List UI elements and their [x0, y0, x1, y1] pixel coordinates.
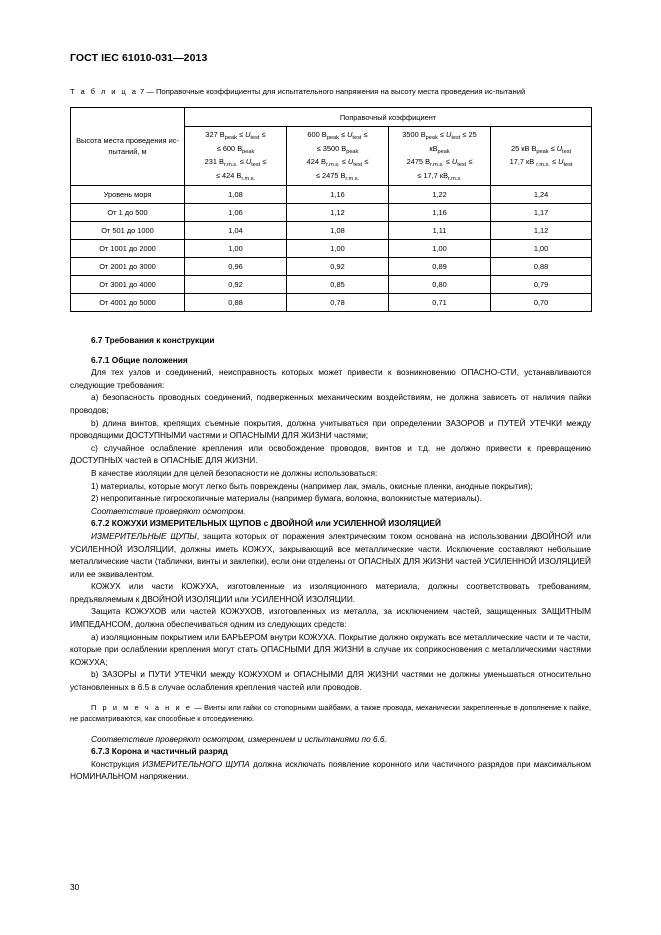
paragraph-6-7-1-b: b) длина винтов, крепящих съемные покрытия, должна учитываться при определении ЗАЗОРОВ и ПУТЕЙ УТЕЧКИ между проводящими ДОСТУПНЫМИ частями и ОПАСНЫМИ ДЛЯ ЖИЗНИ частями;	[70, 417, 591, 441]
table-row	[71, 186, 592, 204]
row-value: 1,11	[389, 222, 491, 240]
table-caption-number: 7	[139, 87, 145, 96]
row-value: 0,96	[185, 258, 287, 276]
condition-header-cell-1	[185, 127, 287, 186]
row-value: 0,88	[185, 294, 287, 312]
row-value: 1,00	[491, 240, 592, 258]
cond3-l3: 2475 В	[406, 157, 431, 166]
row-value: 1,24	[491, 186, 592, 204]
table-row	[71, 294, 592, 312]
condition-header-cell-4	[491, 127, 592, 186]
cond2-l3: 424 В	[306, 157, 326, 166]
row-value: 0,92	[287, 258, 389, 276]
cond3-t3: ≤	[466, 157, 473, 166]
cond2-sv3: test	[353, 162, 363, 168]
cond2-s3: r.m.s.	[325, 162, 340, 168]
cond3-l4: ≤ 17,7 кВ	[417, 170, 449, 180]
cond1-s3: r.m.s.	[223, 162, 238, 168]
conformity-note-6-7-2: Соответствие проверяют осмотром, измерением и испытаниями по 6.6.	[91, 733, 387, 744]
row-value: 1,16	[389, 204, 491, 222]
cond3-m3: ≤	[443, 157, 452, 166]
row-value: 0,80	[389, 276, 491, 294]
section-title-6-7-2: 6.7.2 КОЖУХИ ИЗМЕРИТЕЛЬНЫХ ЩУПОВ с ДВОЙНОЙ или УСИЛЕННОЙ ИЗОЛЯЦИЕЙ	[91, 518, 441, 529]
paragraph-6-7-3-p1-a: Конструкция	[91, 758, 143, 769]
cond1-m3: ≤	[237, 157, 246, 166]
row-value: 0,92	[185, 276, 287, 294]
row-value: 1,12	[287, 204, 389, 222]
note-label: П р и м е ч а н и е	[91, 702, 192, 712]
cond3-s3: r.m.s.	[430, 162, 444, 168]
row-value: 0,71	[389, 294, 491, 312]
group-header-cell: Поправочный коэффициент	[185, 108, 592, 127]
row-label: От 3001 до 4000	[71, 276, 185, 294]
table-caption-prefix: Т а б л и ц а	[70, 87, 138, 96]
cond1-l3: 231 В	[204, 157, 224, 166]
row-value: 0,88	[491, 258, 592, 276]
note-block	[70, 702, 591, 724]
cond2-l2: ≤ 3500 В	[316, 143, 347, 153]
paragraph-6-7-2-p1	[70, 530, 591, 580]
table-group-header-row	[71, 108, 592, 127]
table-row	[71, 240, 592, 258]
row-value: 0,85	[287, 276, 389, 294]
paragraph-6-7-1-insulation: В качестве изоляции для целей безопасности не должны использоваться:	[91, 467, 378, 478]
cond3-l1: 3500 В	[402, 130, 426, 139]
cond4-m1: ≤	[548, 143, 557, 153]
row-value: 1,00	[185, 240, 287, 258]
cond3-s1: peak	[425, 135, 438, 141]
cond2-m3: ≤	[339, 157, 348, 166]
table-caption-text: — Поправочные коэффициенты для испытательного напряжения на высоту места проведения ис-пытаний	[146, 87, 526, 96]
cond3-l2: кВ	[429, 143, 438, 153]
cond3-s4: r.m.s.	[448, 175, 462, 182]
paragraph-6-7-1-item-2: 2) непропитанные гигроскопичные материалы (например бумага, волокна, волокнистые материалы).	[91, 493, 482, 504]
cond1-v1: U	[245, 130, 251, 139]
row-label: От 1 до 500	[71, 204, 185, 222]
cond3-sv1: test	[451, 135, 461, 141]
row-value: 1,00	[389, 240, 491, 258]
note-text: — Винты или гайки со стопорными шайбами, а также провода, механически закрепленные в дополнение к пайке, не рассматриваются, как способные к отсоединению.	[70, 702, 592, 723]
section-title-6-7-1: 6.7.1 Общие положения	[91, 354, 188, 365]
cond1-l2: ≤ 600 В	[216, 143, 243, 153]
cond1-l1: 327 В	[205, 130, 225, 139]
cond3-v1: U	[445, 130, 452, 139]
cond2-l4: ≤ 2475 В	[315, 170, 346, 180]
correction-factor-table	[70, 107, 592, 312]
cond1-s2: peak	[242, 148, 255, 155]
cond4-m3: ≤	[549, 157, 559, 166]
condition-header-cell-3	[389, 127, 491, 186]
page-number: 30	[70, 882, 80, 892]
row-label: От 4001 до 5000	[71, 294, 185, 312]
cond1-t3: ≤	[260, 157, 267, 166]
section-title-6-7-3: 6.7.3 Корона и частичный разряд	[91, 746, 228, 757]
cond1-s4: r.m.s.	[241, 175, 256, 182]
row-value: 0,89	[389, 258, 491, 276]
row-value: 0,78	[287, 294, 389, 312]
cond4-l3: 17,7 кВ	[509, 157, 537, 166]
cond2-v3: U	[347, 157, 354, 166]
row-value: 0,70	[491, 294, 592, 312]
cond1-m1: ≤	[236, 130, 246, 139]
cond1-s1: peak	[224, 135, 237, 141]
cond3-m1: ≤	[437, 130, 446, 139]
paragraph-6-7-1-c: c) случайное ослабление крепления или освобождение проводов, винтов и т.д. не должно привести к превращению ДОСТУПНЫХ частей в ОПАСНЫЕ ДЛЯ ЖИЗНИ.	[70, 442, 591, 466]
paragraph-6-7-2-a: a) изоляционным покрытием или БАРЬЕРОМ внутри КОЖУХА. Покрытие должно окружать все металлические части и те части, которые при ослаблении крепления могут стать ОПАСНЫМИ ДЛЯ ЖИЗНИ в случае их соприкосновения с металлическими частями КОЖУХА;	[70, 631, 591, 667]
page-content	[70, 52, 591, 783]
cond1-sv1: test	[250, 135, 260, 141]
cond3-v3: U	[451, 157, 458, 166]
probes-term: ИЗМЕРИТЕЛЬНЫЕ ЩУПЫ	[91, 530, 197, 541]
row-value: 1,22	[389, 186, 491, 204]
cond2-t3: ≤	[362, 157, 369, 166]
cond4-v3: U	[558, 157, 564, 166]
cond2-m1: ≤	[338, 130, 348, 139]
table-row	[71, 276, 592, 294]
row-value: 1,12	[491, 222, 592, 240]
table-row	[71, 258, 592, 276]
cond3-t1: ≤ 25	[460, 130, 477, 139]
cond2-v1: U	[347, 130, 353, 139]
cond3-sv3: test	[457, 162, 467, 168]
row-label: От 2001 до 3000	[71, 258, 185, 276]
row-value: 1,08	[287, 222, 389, 240]
paragraph-6-7-3-p1	[70, 758, 591, 783]
paragraph-6-7-2-p2: КОЖУХ или части КОЖУХА, изготовленные из изоляционного материала, должны соответствовать требованиям, предъявляемым к ДВОЙНОЙ ИЗОЛЯЦИИ или УСИЛЕННОЙ ИЗОЛЯЦИИ.	[70, 581, 591, 604]
cond3-s2: peak	[437, 148, 450, 155]
cond4-sv3: test	[563, 162, 573, 168]
row-value: 1,08	[185, 186, 287, 204]
paragraph-6-7-3-p1-b: должна исключать появление коронного или частичного разрядов при максимальном НОМИНАЛЬНОМ напряжении.	[70, 758, 591, 782]
paragraph-6-7-2-p1-rest: , защита которых от поражения электрическим током основана на использовании ДВОЙНОЙ или УСИЛЕННОЙ ИЗОЛЯЦИИ, должны иметь КОЖУХ, закрывающий все металлические части. Исключение составляют небольшие металлические части (таблички, винты и заклепки), если они отделены от ОПАСНЫХ ДЛЯ ЖИЗНИ частей УСИЛЕННОЙ ИЗОЛЯЦИЕЙ или ее эквивалентом.	[70, 530, 591, 579]
row-value: 1,04	[185, 222, 287, 240]
row-value: 1,16	[287, 186, 389, 204]
row-value: 1,06	[185, 204, 287, 222]
paragraph-6-7-1-item-1: 1) материалы, которые могут легко быть повреждены (например лак, эмаль, окисные пленки, анодные покрытия);	[91, 480, 533, 491]
cond1-l4: ≤ 424 В	[215, 170, 242, 180]
cond2-l1: 600 В	[307, 130, 327, 139]
table-row	[71, 222, 592, 240]
cond2-s2: peak	[346, 148, 359, 155]
cond2-s1: peak	[326, 135, 339, 141]
cond2-sv1: test	[352, 135, 362, 141]
row-value: 0,79	[491, 276, 592, 294]
conformity-note-6-7-1: Соответствие проверяют осмотром.	[91, 505, 246, 516]
paragraph-6-7-2-b: b) ЗАЗОРЫ и ПУТИ УТЕЧКИ между КОЖУХОМ и ОПАСНЫМИ ДЛЯ ЖИЗНИ частями не должны уменьшаться относительно установленных в 6.5 в случае ослабления крепления частей или проводов.	[70, 669, 591, 693]
paragraph-6-7-1-a: a) безопасность проводных соединений, подверженных механическим воздействиям, не должна зависеть от наличия пайки проводов;	[70, 392, 591, 415]
cond1-v3: U	[245, 157, 252, 166]
paragraph-6-7-1-intro: Для тех узлов и соединений, неисправность которых может привести к возникновению ОПАСНО-СТИ, устанавливаются следующие требования:	[70, 367, 591, 390]
cond1-sv3: test	[251, 162, 261, 168]
cond4-s3: r.m.s.	[536, 162, 550, 168]
standard-header: ГОСТ IEC 61010-031—2013	[70, 52, 208, 64]
row-label: Уровень моря	[71, 186, 185, 204]
condition-header-cell-2	[287, 127, 389, 186]
section-title-6-7: 6.7 Требования к конструкции	[91, 335, 215, 345]
cond2-s4: r.m.s.	[345, 175, 360, 182]
cond4-s1: peak	[536, 148, 549, 155]
table-caption	[70, 86, 591, 97]
cond4-l1: 25 кВ В	[510, 143, 537, 153]
altitude-header-cell: Высота места проведения ис-пытаний, м	[71, 108, 185, 186]
cond4-v1: U	[556, 143, 563, 153]
table-row	[71, 204, 592, 222]
row-value: 1,00	[287, 240, 389, 258]
row-value: 1,17	[491, 204, 592, 222]
row-label: От 1001 до 2000	[71, 240, 185, 258]
paragraph-6-7-2-p3: Защита КОЖУХОВ или частей КОЖУХОВ, изготовленных из металла, за исключением частей, защищенных ЗАЩИТНЫМ ИМПЕДАНСОМ, должна обеспечиваться одним из следующих средств:	[70, 606, 591, 630]
row-label: От 501 до 1000	[71, 222, 185, 240]
probe-term: ИЗМЕРИТЕЛЬНОГО ЩУПА	[142, 758, 250, 769]
body-text	[70, 334, 591, 783]
cond4-sv1: test	[562, 148, 572, 155]
cond1-t1: ≤	[259, 130, 266, 139]
cond2-t1: ≤	[361, 130, 368, 139]
